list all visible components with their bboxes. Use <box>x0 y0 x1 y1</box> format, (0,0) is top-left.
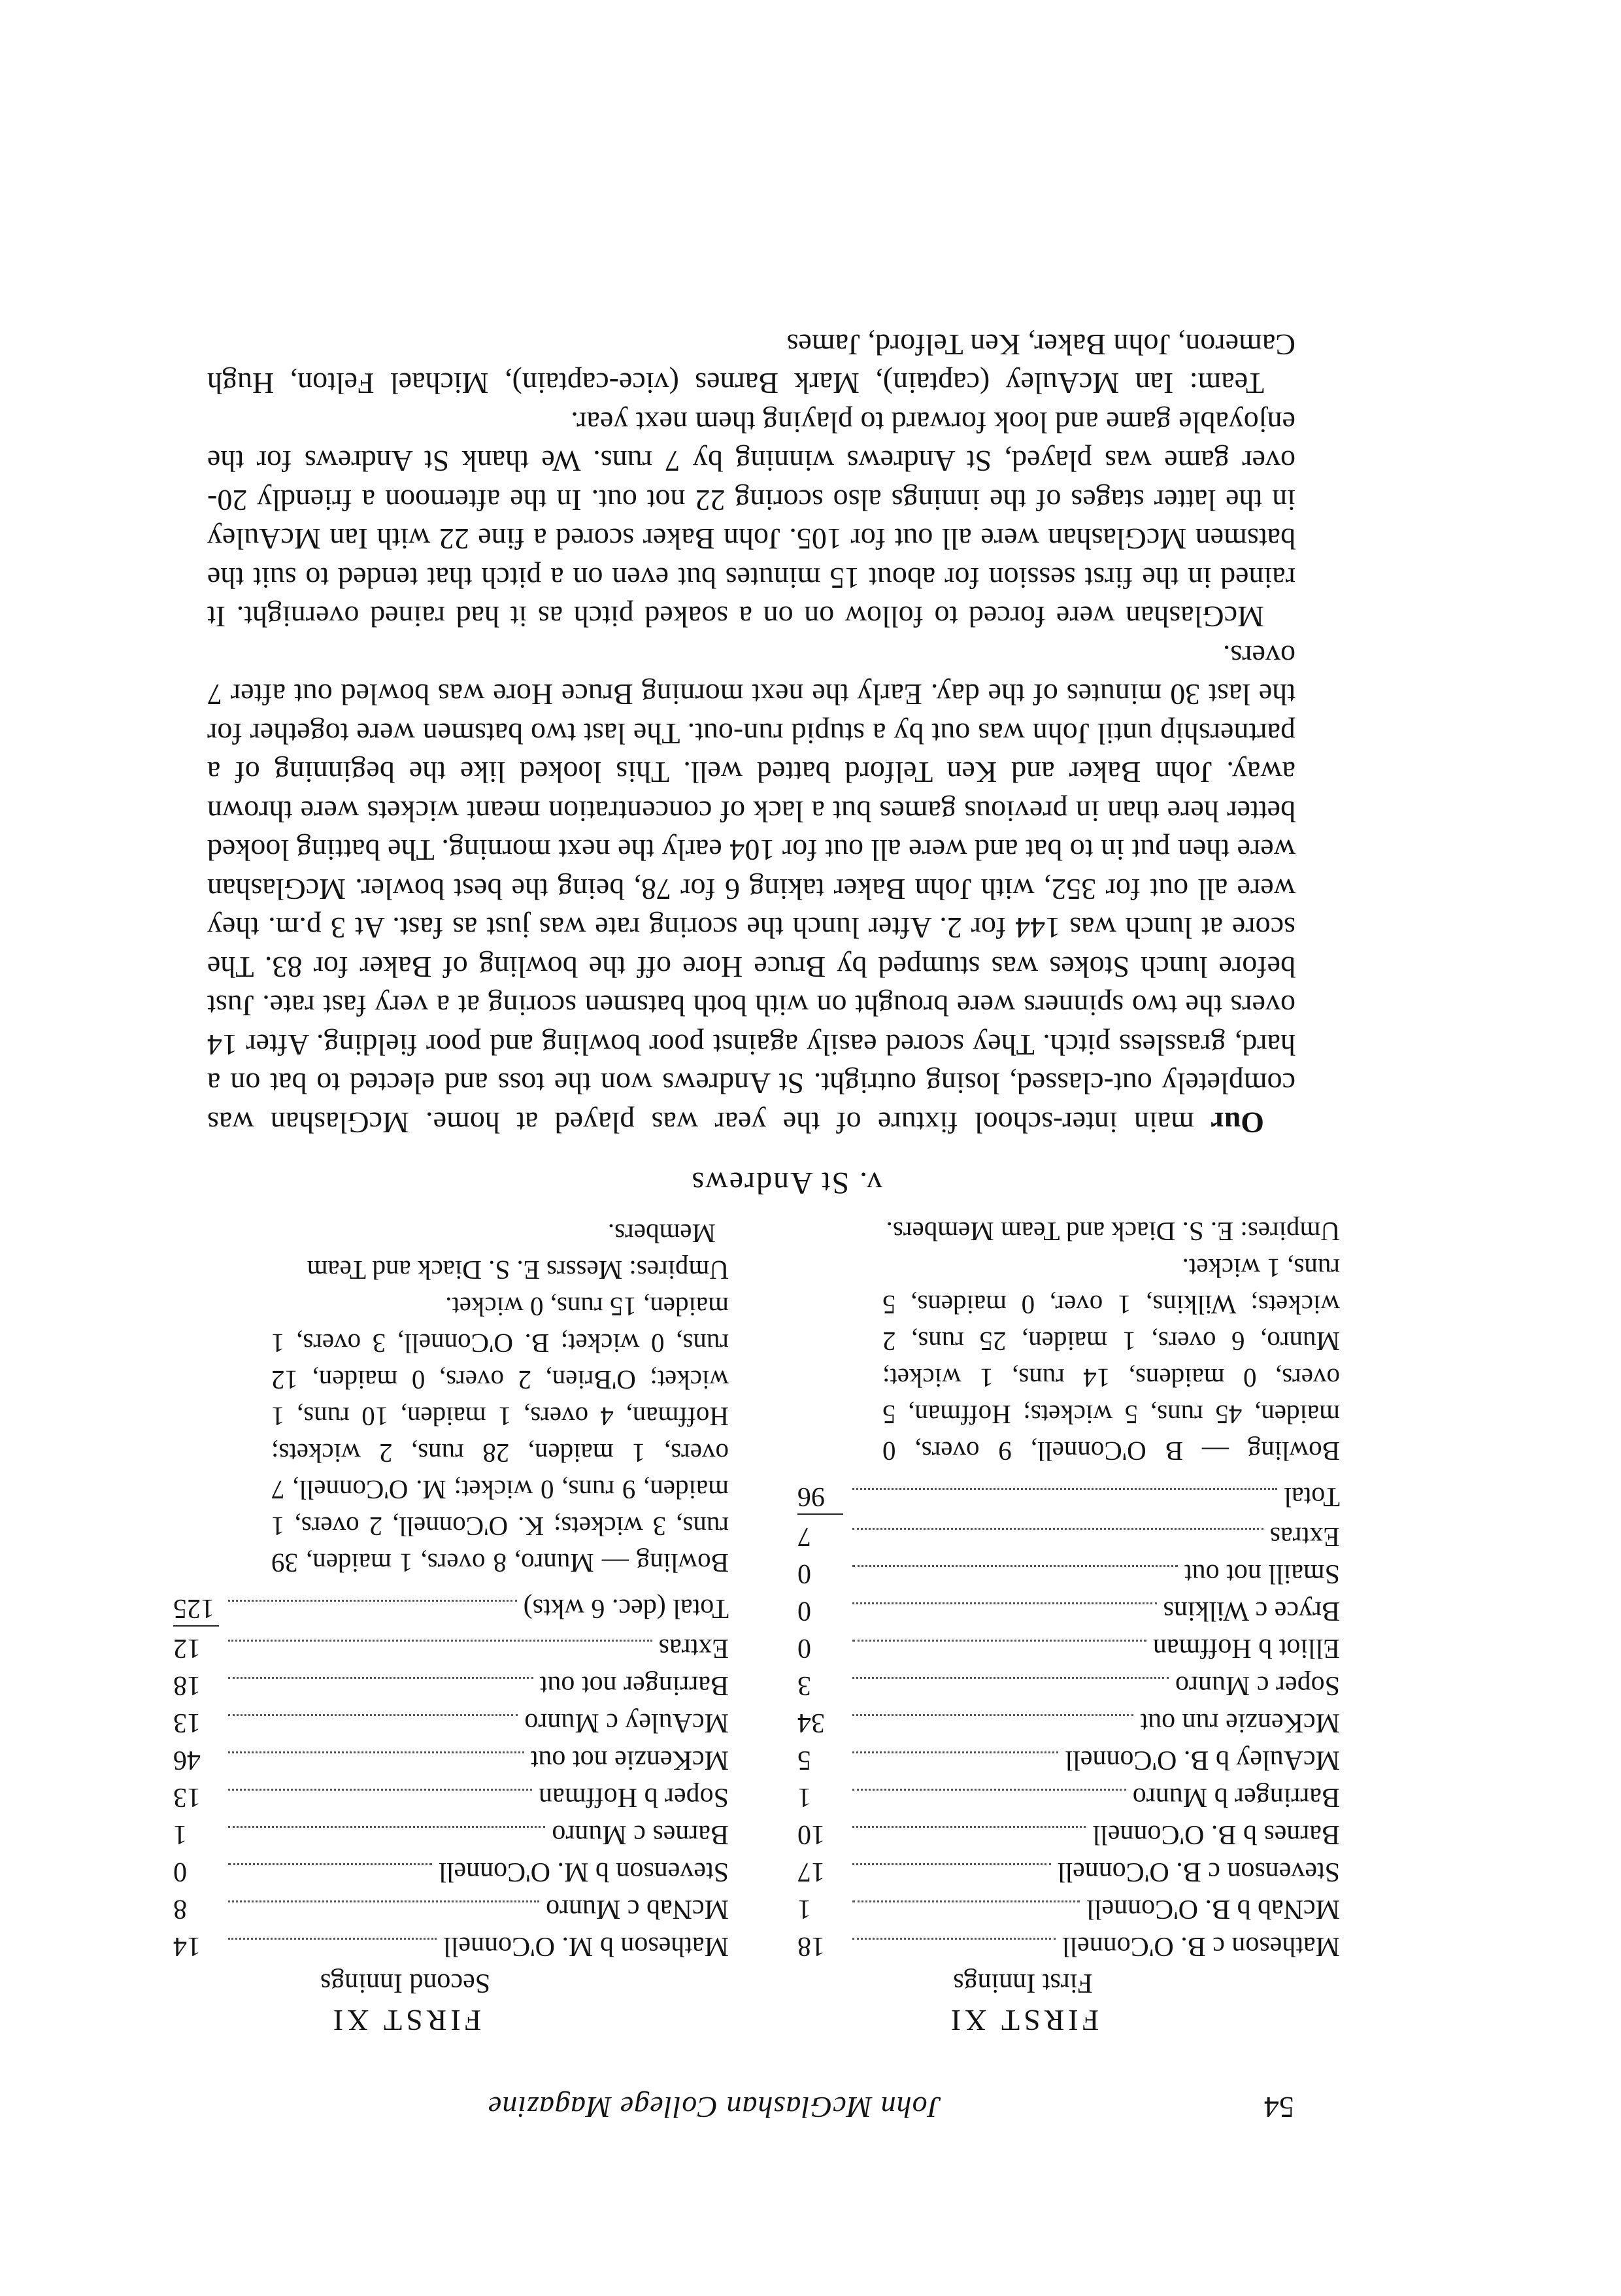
total-rule <box>173 1624 219 1627</box>
batsman-entry: McAuley b B. O'Connell <box>1065 1745 1340 1775</box>
section-heading: FIRST XI <box>946 2004 1099 2037</box>
bowling-summary: Bowling — Munro, 8 overs, 1 maiden, 39 runs, 3 wickets; K. O'Connell, 2 overs, 1 maiden, 9 runs, 0 wicket; M. O'Connell, 7 overs, 1 maiden, 28 runs, 2 wickets; Hoffman, 4 overs, 1 maiden, 10 runs, 1 wicket; O'Brien, 2 overs, 0 maiden, 12 runs, 0 wicket; B. O'Connell, 3 overs, 1 maiden, 15 runs, 0 wicket. <box>271 1292 729 1578</box>
batting-row <box>797 1887 1340 1925</box>
leader-dots <box>228 1900 539 1902</box>
batting-row <box>797 1552 1340 1589</box>
batting-row <box>173 1627 729 1664</box>
batsman-entry: Bryce c Wilkins <box>1163 1596 1340 1626</box>
runs-value: 1 <box>797 1894 811 1924</box>
leader-dots <box>228 1826 545 1828</box>
page-number: 54 <box>1264 2091 1294 2124</box>
batting-row <box>173 1925 729 1962</box>
runs-value: 12 <box>173 1633 201 1663</box>
runs-value: 7 <box>797 1521 811 1551</box>
batsman-entry: Barnes c Munro <box>552 1819 729 1849</box>
batting-row <box>173 1813 729 1850</box>
batting-row <box>797 1589 1340 1627</box>
scorecard-second-innings <box>173 1215 729 2038</box>
runs-value: 5 <box>797 1745 811 1775</box>
leader-dots <box>228 1677 533 1679</box>
leader-dots <box>852 1826 1086 1828</box>
batting-row <box>173 1738 729 1776</box>
umpires-note: Umpires: Messrs E. S. Diack and Team Members. <box>307 1219 729 1285</box>
batting-row <box>173 1701 729 1738</box>
runs-value: 17 <box>797 1857 825 1887</box>
leader-dots <box>852 1602 1157 1604</box>
batsman-entry: Soper b Hoffman <box>539 1782 729 1812</box>
batsman-entry: Smaill not out <box>1184 1559 1340 1589</box>
batsman-entry: McKenzie not out <box>530 1745 729 1775</box>
batsman-entry: Elliot b Hoffman <box>1152 1633 1340 1663</box>
batsman-entry: Stevenson c B. O'Connell <box>1057 1857 1340 1887</box>
runs-value: 1 <box>173 1819 187 1849</box>
leader-dots <box>852 1488 1277 1490</box>
batting-row <box>797 1776 1340 1813</box>
leader-dots <box>852 1900 1080 1902</box>
leader-dots <box>228 1640 652 1642</box>
total-label: Total (dec. 6 wkts) <box>523 1593 729 1623</box>
innings-subheading: First Innings <box>953 1968 1093 1998</box>
leader-dots <box>852 1677 1169 1679</box>
batsman-entry: McAuley c Munro <box>524 1708 729 1738</box>
batting-row <box>173 1664 729 1701</box>
leader-dots <box>852 1528 1263 1530</box>
batsman-entry: Barringer not out <box>539 1670 729 1700</box>
report-paragraph: McGlashan were forced to follow on on a soaked pitch as it had rained overnight. It rained in the first session for about 15 minutes but even on a pitch that tended to suit the batsmen McGlashan were all out for 105. John Baker scored a fine 22 with Ian McAuley in the latter stages of the innings also scoring 22 not out. In the afternoon a friendly 20-over game was played, St Andrews winning by 7 runs. We thank St Andrews for the enjoyable game and look forward to playing them next year. <box>207 406 1295 634</box>
runs-value: 1 <box>797 1782 811 1812</box>
runs-value: 0 <box>797 1596 811 1626</box>
total-runs: 96 <box>797 1481 825 1511</box>
runs-value: 8 <box>173 1894 187 1924</box>
leader-dots <box>852 1565 1178 1567</box>
batting-row <box>797 1925 1340 1962</box>
batting-row <box>797 1701 1340 1738</box>
leader-dots <box>852 1789 1126 1791</box>
batting-list <box>173 1627 729 1962</box>
runs-value: 13 <box>173 1782 201 1812</box>
batsman-entry: Matheson b M. O'Connell <box>443 1931 729 1961</box>
leader-dots <box>852 1640 1146 1642</box>
batting-row <box>797 1813 1340 1850</box>
batting-list <box>797 1515 1340 1962</box>
umpires-note: Umpires: E. S. Diack and Team Members. <box>886 1217 1340 1247</box>
leader-dots <box>852 1714 1133 1716</box>
runs-value: 34 <box>797 1708 825 1738</box>
section-heading: FIRST XI <box>329 2004 482 2037</box>
total-row <box>173 1587 729 1624</box>
batting-row <box>797 1738 1340 1776</box>
bowling-summary: Bowling — B O'Connell, 9 overs, 0 maiden, 45 runs, 5 wickets; Hoffman, 5 overs, 0 maidens, 14 runs, 1 wicket; Munro, 6 overs, 1 maiden, 25 runs, 2 wickets; Wilkins, 1 over, 0 maidens, 5 runs, 1 wicket. <box>882 1253 1340 1466</box>
leader-dots <box>228 1751 524 1753</box>
batting-row <box>173 1887 729 1925</box>
batting-row <box>797 1850 1340 1887</box>
leader-dots <box>228 1789 532 1791</box>
batsman-entry: McNab b B. O'Connell <box>1086 1894 1340 1924</box>
runs-value: 0 <box>797 1559 811 1589</box>
batting-row <box>797 1664 1340 1701</box>
leader-dots <box>852 1751 1058 1753</box>
match-report <box>207 326 1295 1143</box>
leader-dots <box>228 1938 437 1940</box>
runs-value: 13 <box>173 1708 201 1738</box>
team-list: Team: Ian McAuley (captain), Mark Barnes (vice-captain), Michael Felton, Hugh Cameron, John Baker, Ken Telford, James <box>207 328 1295 401</box>
batsman-entry: Barringer b Munro <box>1132 1782 1340 1812</box>
total-rule <box>797 1512 843 1515</box>
report-paragraph-1-text: main inter-school fixture of the year was played at home. McGlashan was completely out-classed, losing outright. St Andrews won the toss and elected to bat on a hard, grassless pitch. They scored easily against poor bowling and poor fielding. After 14 overs the two spinners were brought on with both batsmen scoring at a very fast rate. Just before lunch Stokes was stumped by Bruce Hore off the bowling of Baker for 83. The score at lunch was 144 for 2. After lunch the scoring rate was just as fast. At 3 p.m. they were all out for 352, with John Baker taking 6 for 78, being the best bowler. McGlashan were then put in to bat and were all out for 104 early the next morning. The batting looked better here than in previous games but a lack of concentration meant wickets were thrown away. John Baker and Ken Telford batted well. This looked like the beginning of a partnership until John was out by a stupid run-out. The last two batsmen were together for the last 30 minutes of the day. Early the next morning Bruce Hore was bowled out after 7 overs. <box>207 639 1295 1140</box>
leader-dots <box>852 1863 1051 1865</box>
batsman-entry: Extras <box>658 1633 729 1663</box>
scorecard-first-innings <box>797 1213 1340 2038</box>
runs-value: 0 <box>173 1857 187 1887</box>
match-heading: v. St Andrews <box>690 1166 882 1200</box>
runs-value: 18 <box>797 1931 825 1961</box>
batsman-entry: Barnes b B. O'Connell <box>1092 1819 1340 1849</box>
innings-subheading: Second Innings <box>320 1968 491 1998</box>
running-head: John McGlashan College Magazine <box>487 2091 941 2124</box>
report-lead-word: Our <box>1211 1106 1264 1140</box>
batting-row <box>173 1776 729 1813</box>
batsman-entry: McNab c Munro <box>546 1894 729 1924</box>
total-label: Total <box>1284 1481 1340 1511</box>
runs-value: 46 <box>173 1745 201 1775</box>
batting-row <box>797 1627 1340 1664</box>
total-row <box>797 1475 1340 1512</box>
runs-value: 18 <box>173 1670 201 1700</box>
batting-row <box>173 1850 729 1887</box>
batting-row <box>797 1515 1340 1552</box>
batsman-entry: Extras <box>1269 1521 1340 1551</box>
leader-dots <box>228 1863 432 1865</box>
runs-value: 3 <box>797 1670 811 1700</box>
batsman-entry: Matheson c B. O'Connell <box>1061 1931 1340 1961</box>
leader-dots <box>228 1714 518 1716</box>
runs-value: 10 <box>797 1819 825 1849</box>
runs-value: 14 <box>173 1931 201 1961</box>
runs-value: 0 <box>797 1633 811 1663</box>
batsman-entry: McKenzie run out <box>1140 1708 1340 1738</box>
batsman-entry: Soper c Munro <box>1175 1670 1340 1700</box>
leader-dots <box>852 1938 1056 1940</box>
batsman-entry: Stevenson b M. O'Connell <box>439 1857 729 1887</box>
total-runs: 125 <box>173 1593 214 1623</box>
leader-dots <box>228 1600 517 1602</box>
report-paragraph <box>207 637 1295 1143</box>
